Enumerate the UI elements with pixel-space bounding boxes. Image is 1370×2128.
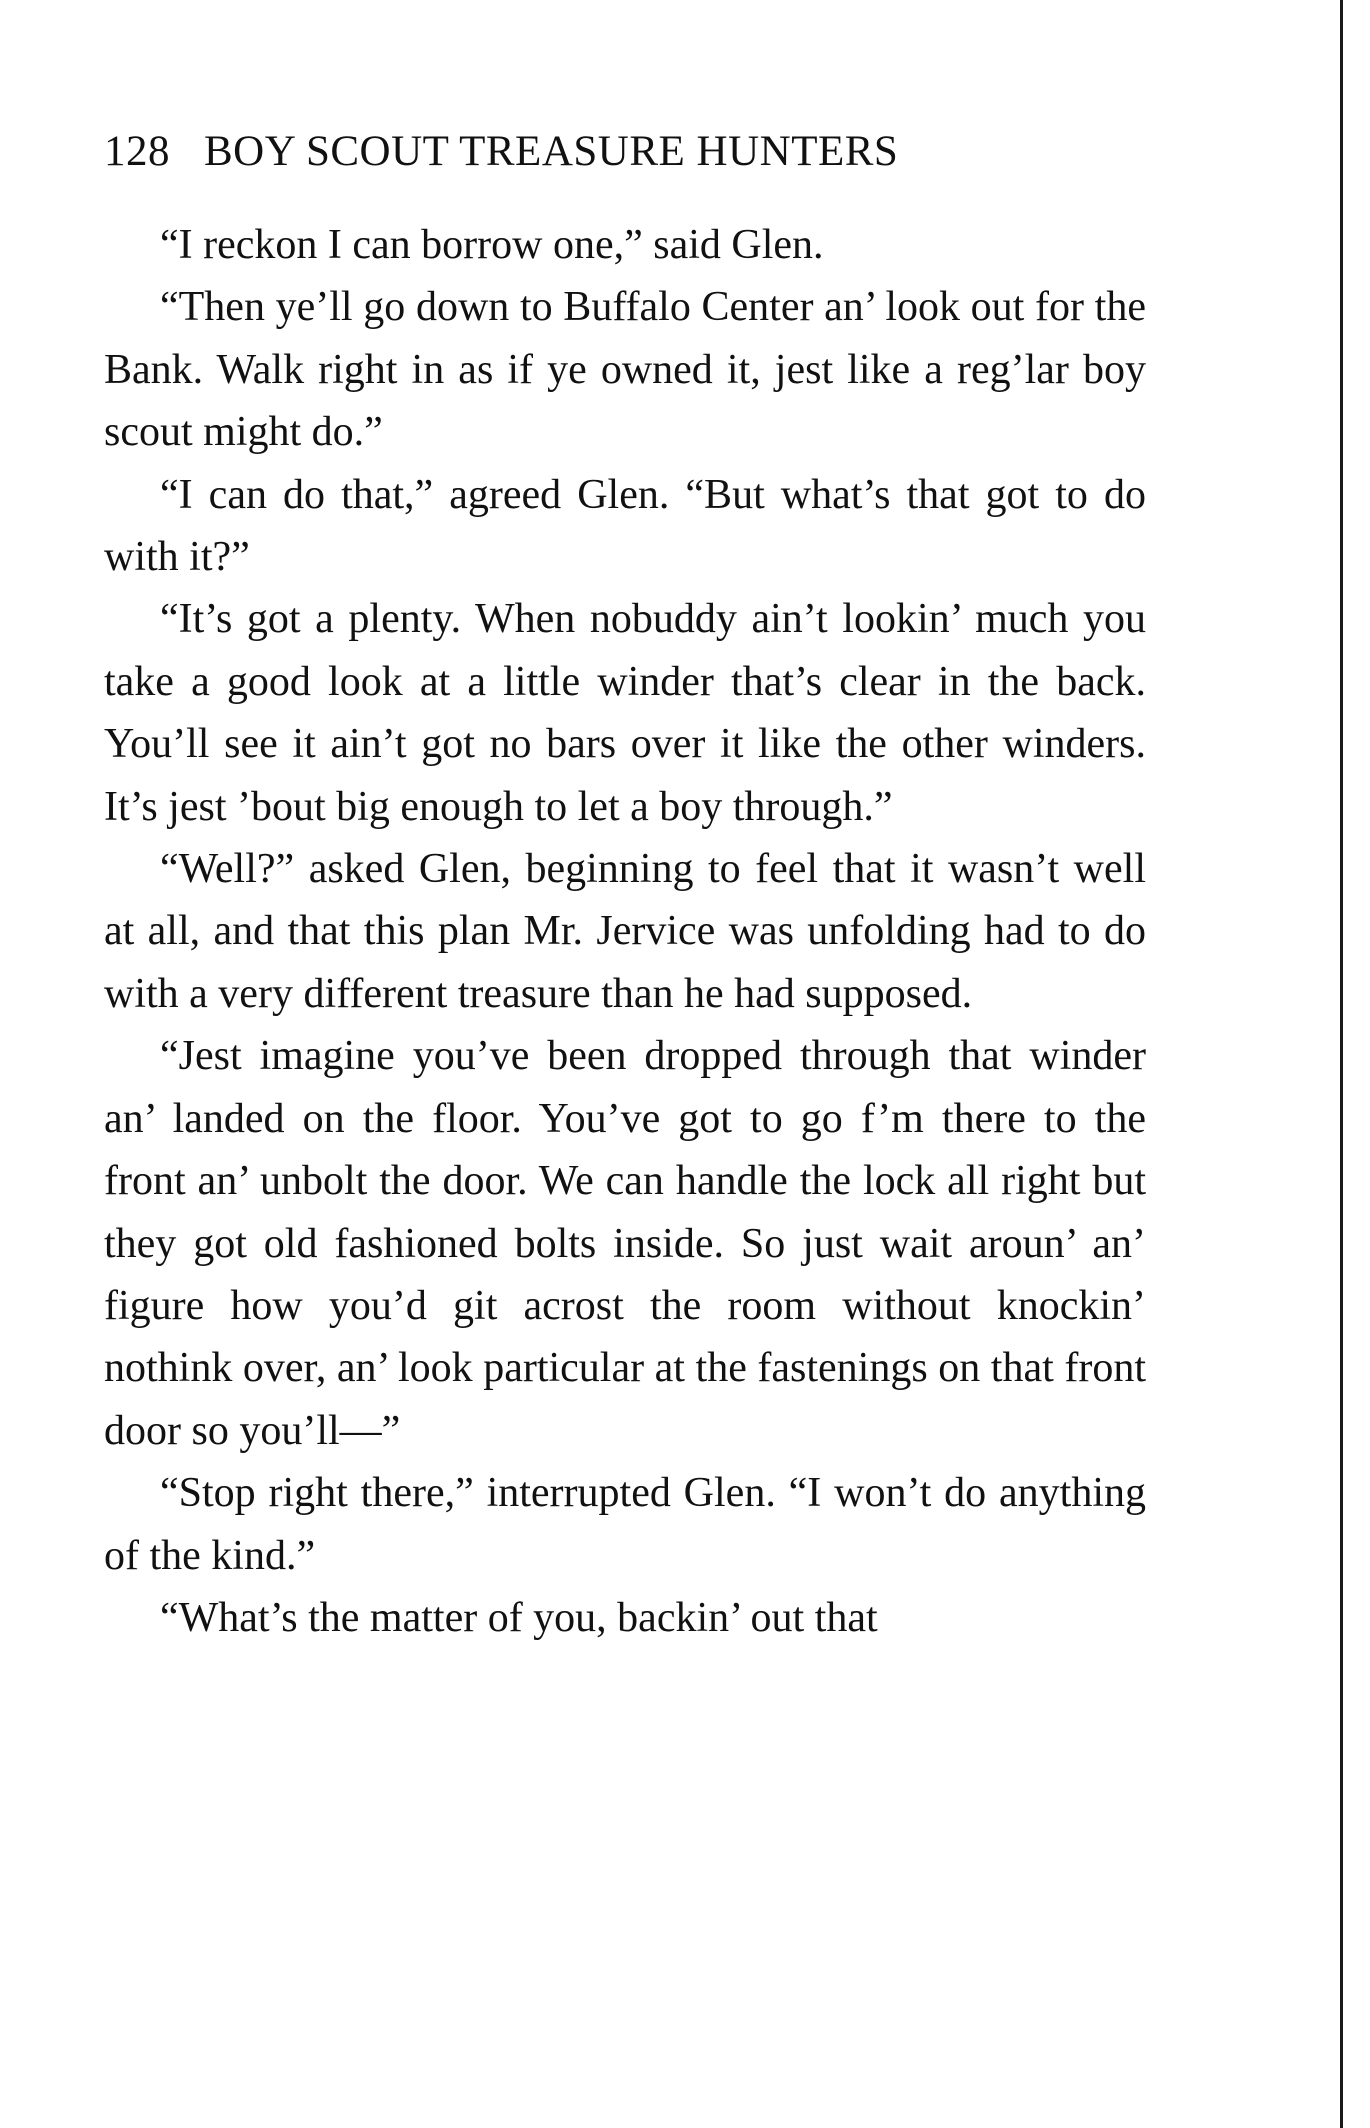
paragraph: “It’s got a plenty. When nobuddy ain’t lookin’ much you take a good look at a little winder that’s clear in the back. You’ll see it ain’t got no bars over it like the other winders. It’s jest ’bout big enough to let a boy through.” [104,596,1146,830]
paragraph: “What’s the matter of you, backin’ out that [160,1594,878,1641]
paragraph: “I reckon I can borrow one,” said Glen. [160,222,824,268]
running-header [104,122,1144,182]
page-edge-line [1340,0,1343,2128]
body-text [104,214,1146,1649]
paragraph: “Then ye’ll go down to Buffalo Center an’ look out for the Bank. Walk right in as if ye owned it, jest like a reg’lar boy scout might do.” [104,284,1146,456]
paragraph: “Well?” asked Glen, beginning to feel that it wasn’t well at all, and that this plan Mr. Jervice was unfolding had to do with a very different treasure than he had supposed. [104,846,1146,1017]
page-number: 128 [104,128,170,175]
paragraph: “I can do that,” agreed Glen. “But what’s that got to do with it?” [104,471,1146,581]
paragraph: “Jest imagine you’ve been dropped through that winder an’ landed on the floor. You’ve got to go f’m there to the front an’ unbolt the door. We can handle the lock all right but they got old fashioned bolts inside. So just wait aroun’ an’ figure how you’d git acrost the room without knockin’ nothink over, an’ look particular at the fastenings on that front door so you’ll—” [104,1033,1146,1454]
paragraph: “Stop right there,” interrupted Glen. “I won’t do anything of the kind.” [104,1470,1146,1579]
running-title: BOY SCOUT TREASURE HUNTERS [204,128,899,175]
